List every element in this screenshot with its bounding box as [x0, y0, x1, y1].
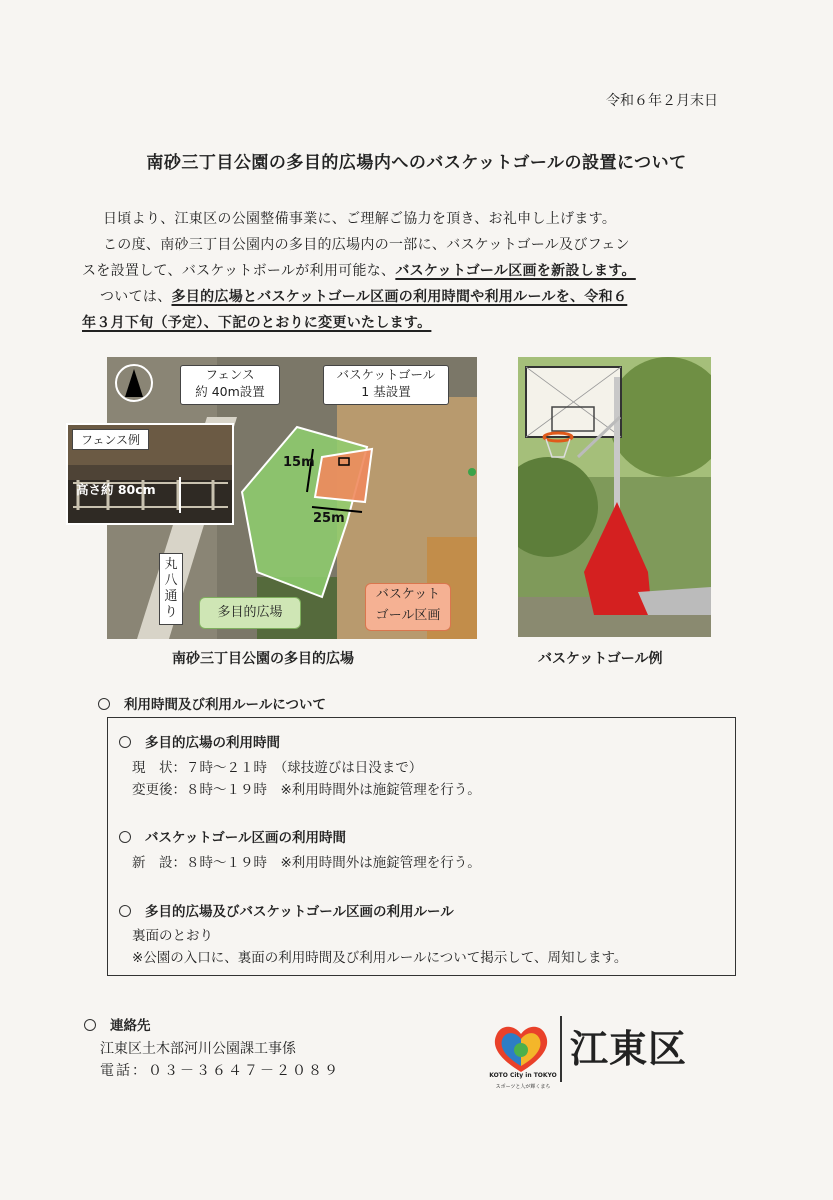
intro-line-4: [100, 284, 627, 310]
intro-line-3-text: スを設置して、バスケットボールが利用可能な、: [82, 263, 396, 279]
bullet-circle-icon: [119, 831, 131, 843]
intro-line-5-emphasis: 年３月下旬（予定）、下記のとおりに変更いたします。: [82, 315, 432, 331]
contact-heading: [84, 1014, 151, 1034]
callout-goal-line1: バスケットゴール: [336, 367, 436, 382]
dimension-15m: 15m: [283, 455, 315, 470]
basket-goal-photo: [518, 357, 711, 637]
plaza-hours-after: 変更後：８時～１９時 ※利用時間外は施錠管理を行う。: [132, 782, 481, 798]
callout-goal-line2: 1 基設置: [361, 384, 411, 399]
road-label: 丸八通り: [159, 553, 183, 625]
koto-city-logo: [488, 1016, 557, 1082]
bullet-circle-icon: [119, 905, 131, 917]
intro-line-3: [82, 258, 636, 284]
usage-rules-heading: [119, 900, 454, 920]
plaza-hours-current: 現 状：７時～２１時 （球技遊びは日没まで）: [132, 760, 423, 776]
document-title: 南砂三丁目公園の多目的広場内へのバスケットゴールの設置について: [146, 153, 687, 173]
basket-goal-graphic: [518, 357, 711, 637]
logo-tagline: スポーツと人が輝くまち: [495, 1084, 551, 1090]
photo-caption: バスケットゴール例: [538, 651, 663, 667]
rules-heading: [98, 693, 326, 713]
rules-heading-text: 利用時間及び利用ルールについて: [124, 697, 326, 713]
issue-date: 令和６年２月末日: [606, 93, 718, 109]
usage-rules-heading-text: 多目的広場及びバスケットゴール区画の利用ルール: [145, 904, 454, 920]
intro-line-4-text: ついては、: [100, 289, 172, 305]
logo-city-text: KOTO City in TOKYO: [489, 1072, 557, 1079]
contact-heading-text: 連絡先: [110, 1018, 151, 1034]
city-name-logo: 江東区: [570, 1027, 688, 1071]
intro-line-3-emphasis: バスケットゴール区画を新設します。: [395, 263, 636, 279]
map-caption: 南砂三丁目公園の多目的広場: [172, 651, 354, 667]
callout-basket-goal: [323, 365, 449, 405]
plaza-hours-heading: [119, 731, 280, 751]
callout-fence-line1: フェンス: [205, 367, 255, 382]
fence-height-label: 高さ約 80cm: [76, 482, 156, 497]
plaza-hours-heading-text: 多目的広場の利用時間: [145, 735, 280, 751]
callout-fence-line2: 約 40m設置: [195, 384, 265, 399]
court-label: [365, 583, 451, 631]
bullet-circle-icon: [98, 698, 110, 710]
contact-department: 江東区土木部河川公園課工事係: [100, 1041, 296, 1057]
court-label-line2: ゴール区画: [375, 608, 441, 623]
callout-fence: [180, 365, 280, 405]
court-hours-new: 新 設：８時～１９時 ※利用時間外は施錠管理を行う。: [132, 855, 481, 871]
logo-divider: [560, 1016, 562, 1082]
dimension-25m: 25m: [313, 511, 345, 526]
plaza-label: 多目的広場: [199, 597, 301, 629]
contact-phone: 電話：０３－３６４７－２０８９: [100, 1063, 340, 1079]
court-hours-heading-text: バスケットゴール区画の利用時間: [145, 830, 347, 846]
intro-line-5: [82, 310, 431, 336]
court-label-line1: バスケット: [375, 587, 441, 602]
usage-rules-line2: ※公園の入口に、裏面の利用時間及び利用ルールについて掲示して、周知します。: [132, 950, 628, 966]
usage-rules-line1: 裏面のとおり: [132, 928, 213, 944]
fence-example-inset: [66, 423, 234, 525]
fence-example-label: フェンス例: [72, 429, 149, 450]
intro-line-1: 日頃より、江東区の公園整備事業に、ご理解ご協力を頂き、お礼申し上げます。: [103, 211, 617, 227]
intro-line-4-emphasis: 多目的広場とバスケットゴール区画の利用時間や利用ルールを、令和６: [171, 289, 628, 305]
court-hours-heading: [119, 826, 346, 846]
bullet-circle-icon: [84, 1019, 96, 1031]
bullet-circle-icon: [119, 736, 131, 748]
intro-line-2: この度、南砂三丁目公園内の多目的広場内の一部に、バスケットゴール及びフェン: [103, 237, 630, 253]
